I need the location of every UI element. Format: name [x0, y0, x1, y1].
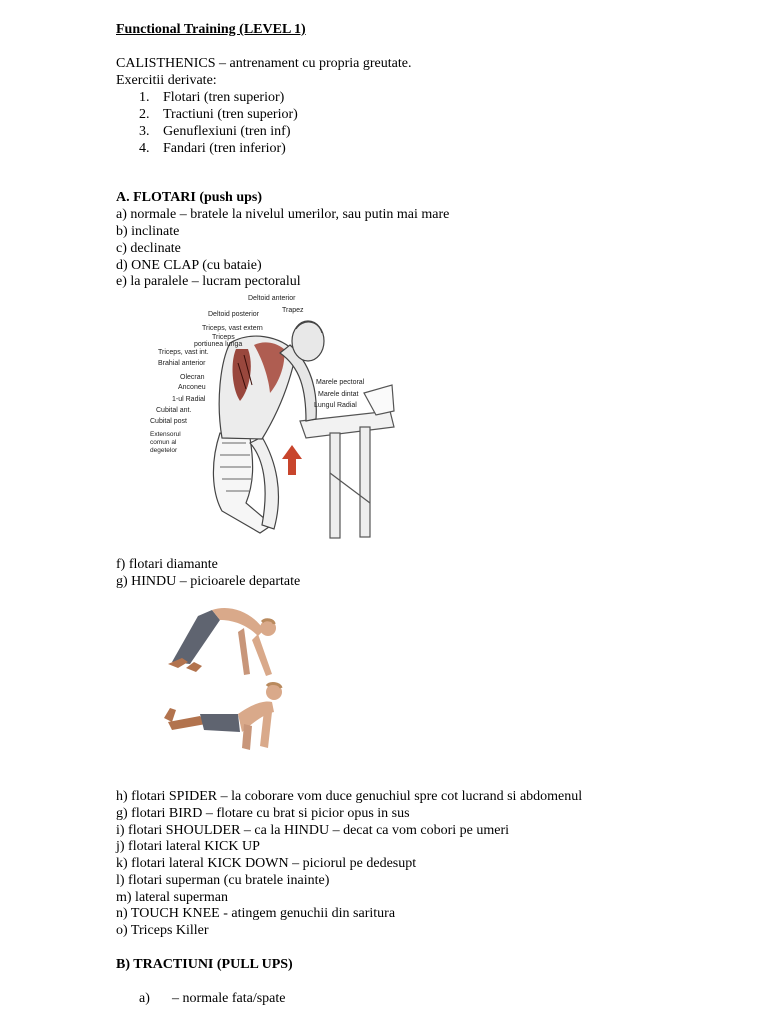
list-item: a) normale – bratele la nivelul umerilor, sau putin mai mare — [116, 207, 450, 222]
hindu-pushup-pose-down — [160, 678, 290, 758]
list-item: Genuflexiuni (tren inf) — [163, 124, 291, 139]
anatomy-label: Cubital post — [150, 418, 187, 425]
list-item: g) HINDU – picioarele departate — [116, 574, 301, 589]
list-item: k) flotari lateral KICK DOWN – piciorul pe dedesupt — [116, 856, 417, 871]
anatomy-label: Marele dintat — [318, 391, 359, 398]
list-item: n) TOUCH KNEE - atingem genuchii din saritura — [116, 906, 396, 921]
anatomy-label: Triceps, vast extern — [202, 325, 263, 332]
derived-label: Exercitii derivate: — [116, 73, 217, 88]
anatomy-label: portiunea lunga — [194, 341, 243, 348]
list-item: l) flotari superman (cu bratele inainte) — [116, 873, 330, 888]
list-item: Tractiuni (tren superior) — [163, 107, 298, 122]
list-item: – normale fata/spate — [172, 991, 286, 1006]
list-item: c) declinate — [116, 241, 181, 256]
anatomy-label: Brahial anterior — [158, 360, 206, 367]
dips-anatomy-figure — [150, 293, 400, 543]
list-number: 3. — [139, 124, 150, 139]
list-item: g) flotari BIRD – flotare cu brat si picior opus in sus — [116, 806, 410, 821]
hindu-pushup-pose-up — [160, 594, 290, 684]
list-number: 1. — [139, 90, 150, 105]
anatomy-label: Cubital ant. — [156, 407, 192, 414]
dips-anatomy-illustration — [150, 293, 400, 543]
list-number: 2. — [139, 107, 150, 122]
anatomy-label: Lungul Radial — [314, 402, 357, 409]
list-item: m) lateral superman — [116, 890, 228, 905]
list-item: h) flotari SPIDER – la coborare vom duce genuchiul spre cot lucrand si abdomenul — [116, 789, 583, 804]
hindu-pushup-photo-top — [160, 594, 290, 684]
list-item: i) flotari SHOULDER – ca la HINDU – decat ca vom cobori pe umeri — [116, 823, 510, 838]
list-item: d) ONE CLAP (cu bataie) — [116, 258, 262, 273]
list-item: Fandari (tren inferior) — [163, 141, 286, 156]
anatomy-label: Marele pectoral — [316, 379, 365, 386]
anatomy-label: Deltoid anterior — [248, 295, 296, 302]
anatomy-label: 1-ul Radial — [172, 396, 206, 403]
section-b-heading: B) TRACTIUNI (PULL UPS) — [116, 957, 293, 972]
hindu-pushup-photo-bottom — [160, 678, 290, 758]
list-item: e) la paralele – lucram pectoralul — [116, 274, 301, 289]
list-item: f) flotari diamante — [116, 557, 218, 572]
list-item: o) Triceps Killer — [116, 923, 209, 938]
anatomy-label: Anconeu — [178, 384, 206, 391]
anatomy-label: Trapez — [282, 307, 304, 314]
anatomy-label: Olecran — [180, 374, 205, 381]
anatomy-label: Triceps — [212, 334, 235, 341]
list-number: 4. — [139, 141, 150, 156]
intro-line: CALISTHENICS – antrenament cu propria greutate. — [116, 56, 412, 71]
anatomy-label: Triceps, vast int. — [158, 349, 209, 356]
list-item: b) inclinate — [116, 224, 180, 239]
anatomy-label: Extensorul comun al degetelor — [150, 431, 181, 454]
list-item: j) flotari lateral KICK UP — [116, 839, 260, 854]
section-a-heading: A. FLOTARI (push ups) — [116, 190, 263, 205]
list-item: Flotari (tren superior) — [163, 90, 285, 105]
anatomy-label: Deltoid posterior — [208, 311, 259, 318]
list-number: a) — [139, 991, 150, 1006]
doc-title: Functional Training (LEVEL 1) — [116, 22, 306, 37]
